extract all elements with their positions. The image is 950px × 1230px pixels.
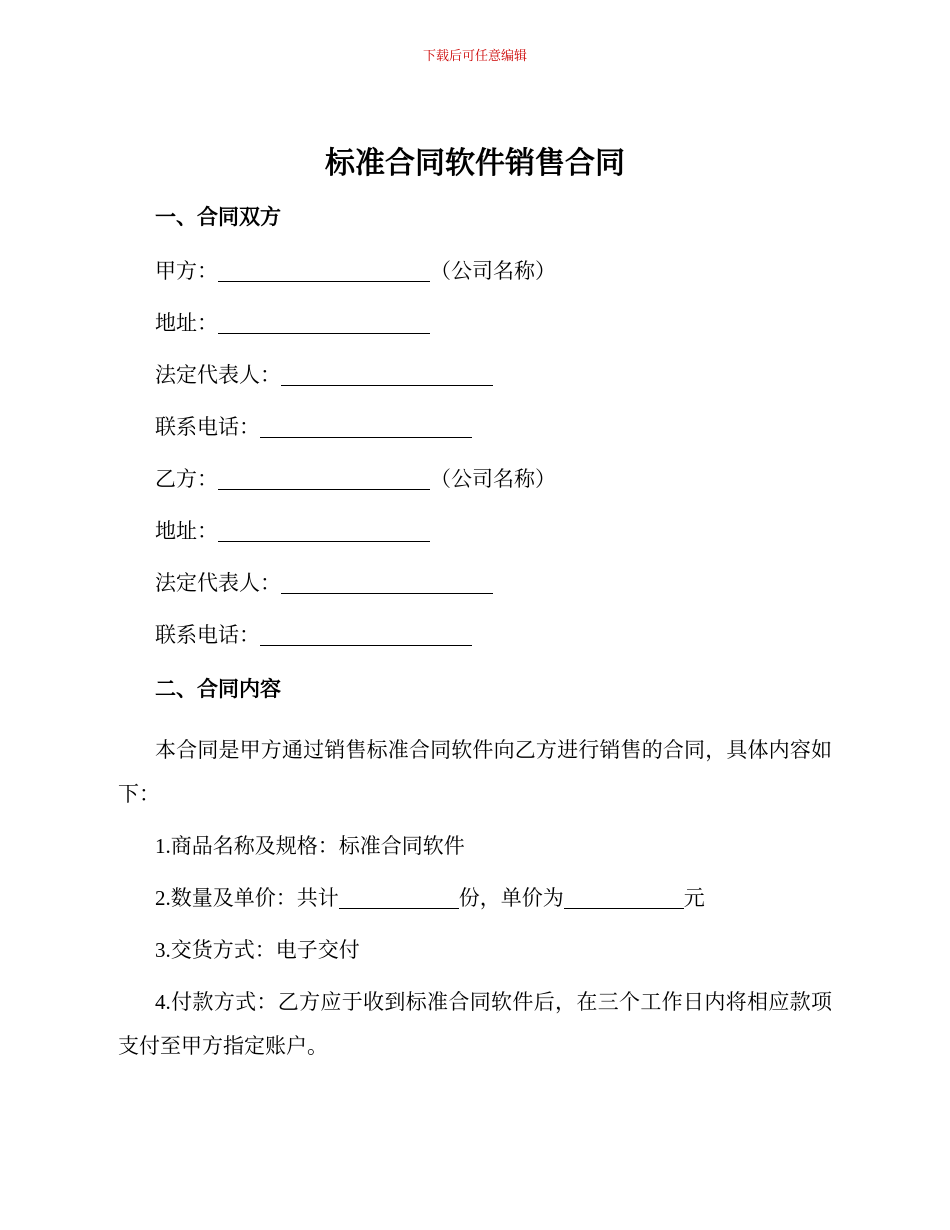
field-label: 法定代表人： [155,571,281,595]
item2-suffix: 元 [683,886,705,910]
field-label: 联系电话： [155,623,260,647]
blank-party-b-address [218,521,430,542]
field-label: 法定代表人： [155,363,281,387]
field-label: 乙方： [155,467,218,491]
blank-party-b-name [218,469,430,490]
edit-notice: 下载后可任意编辑 [422,48,527,63]
item2-prefix: 2.数量及单价：共计 [155,886,339,910]
item-delivery-method: 3.交货方式：电子交付 [155,938,360,962]
field-line-party-b-address [118,520,832,542]
document-title: 标准合同软件销售合同 [325,146,625,181]
field-suffix: （公司名称） [430,259,556,283]
field-line-party-a-representative [118,364,832,386]
blank-party-b-representative [281,573,493,594]
item2-mid: 份，单价为 [458,886,564,910]
field-line-party-a-address [118,312,832,334]
field-label: 地址： [155,519,218,543]
item-payment-method: 4.付款方式：乙方应于收到标准合同软件后，在三个工作日内将相应款项支付至甲方指定账户。 [118,990,832,1058]
field-line-party-b-name [118,468,832,490]
field-line-party-a-name [118,260,832,282]
section-heading-content: 二、合同内容 [155,677,281,701]
item-product-name: 1.商品名称及规格：标准合同软件 [155,834,465,858]
blank-party-a-representative [281,365,493,386]
section-heading-parties: 一、合同双方 [155,205,281,229]
field-line-party-a-phone [118,416,832,438]
field-label: 甲方： [155,259,218,283]
field-line-party-b-phone [118,624,832,646]
blank-quantity [339,888,459,909]
field-line-party-b-representative [118,572,832,594]
blank-party-b-phone [260,625,472,646]
field-suffix: （公司名称） [430,467,556,491]
blank-unit-price [564,888,684,909]
field-label: 联系电话： [155,415,260,439]
item-quantity-price [118,876,832,920]
blank-party-a-name [218,261,430,282]
contract-intro-paragraph: 本合同是甲方通过销售标准合同软件向乙方进行销售的合同，具体内容如下： [118,738,832,806]
blank-party-a-phone [260,417,472,438]
field-label: 地址： [155,311,218,335]
blank-party-a-address [218,313,430,334]
